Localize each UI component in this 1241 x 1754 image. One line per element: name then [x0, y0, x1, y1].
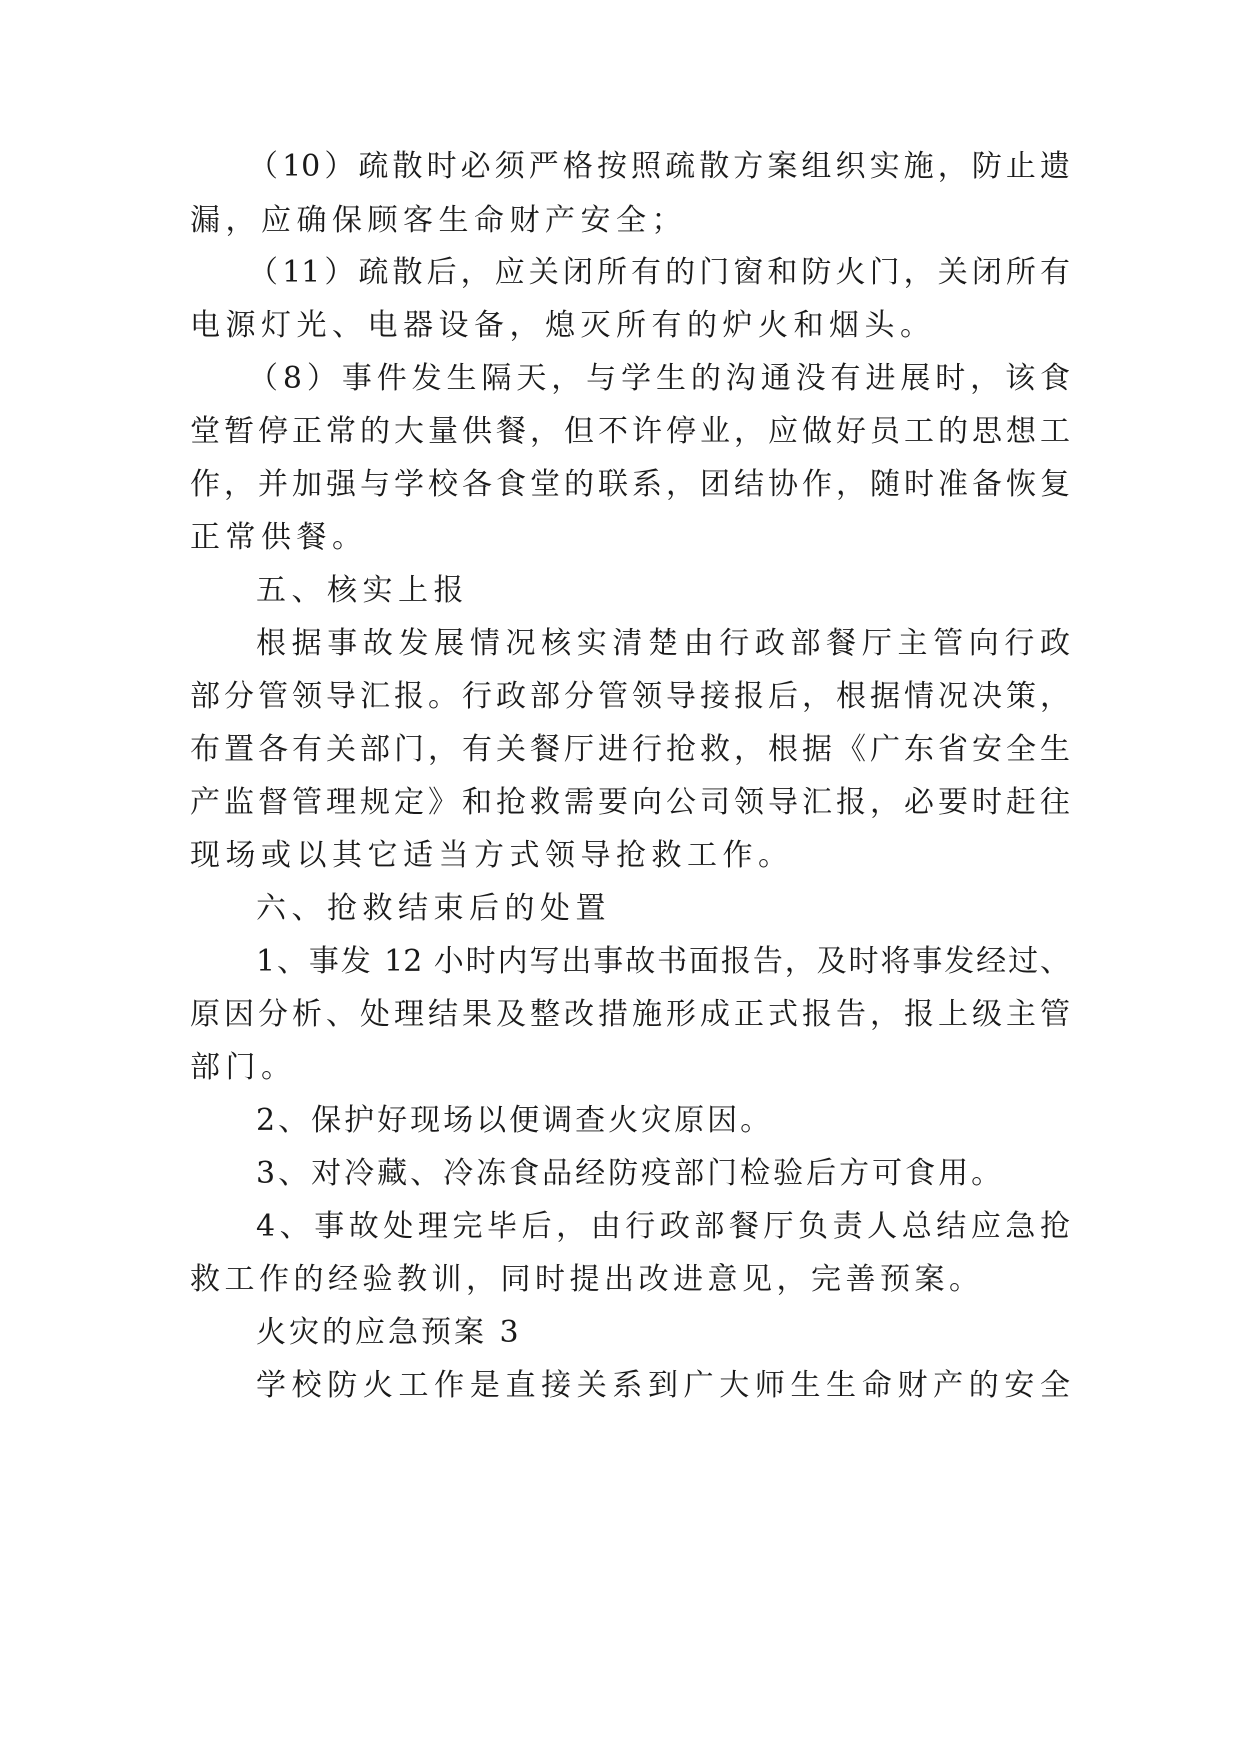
text-line: 1、事发 12 小时内写出事故书面报告，及时将事发经过、	[256, 944, 1070, 979]
text-line: 原因分析、处理结果及整改措施形成正式报告，报上级主管	[190, 997, 1070, 1032]
text-line: 电源灯光、电器设备，熄灭所有的炉火和烟头。	[190, 308, 936, 343]
text-line: 现场或以其它适当方式领导抢救工作。	[190, 838, 794, 873]
text-line: （10）疏散时必须严格按照疏散方案组织实施，防止遗	[248, 149, 1070, 184]
text-line: 4、事故处理完毕后，由行政部餐厅负责人总结应急抢	[256, 1209, 1070, 1244]
text-line: 部分管领导汇报。行政部分管领导接报后，根据情况决策，	[190, 679, 1070, 714]
text-line: 根据事故发展情况核实清楚由行政部餐厅主管向行政	[256, 626, 1070, 661]
text-line: 2、保护好现场以便调查火灾原因。	[256, 1103, 774, 1138]
text-line: （11）疏散后，应关闭所有的门窗和防火门，关闭所有	[248, 255, 1070, 290]
text-line: 堂暂停正常的大量供餐，但不许停业，应做好员工的思想工	[190, 414, 1070, 449]
text-line: 布置各有关部门，有关餐厅进行抢救，根据《广东省安全生	[190, 732, 1070, 767]
section-heading: 六、抢救结束后的处置	[256, 891, 611, 926]
text-line: 产监督管理规定》和抢救需要向公司领导汇报，必要时赶往	[190, 785, 1070, 820]
text-line: 漏，应确保顾客生命财产安全；	[190, 203, 687, 238]
section-heading: 火灾的应急预案 3	[256, 1315, 522, 1350]
text-line: 3、对冷藏、冷冻食品经防疫部门检验后方可食用。	[256, 1156, 1005, 1191]
text-line: 学校防火工作是直接关系到广大师生生命财产的安全	[256, 1368, 1070, 1403]
text-line: 部门。	[190, 1050, 297, 1085]
section-heading: 五、核实上报	[256, 573, 469, 608]
text-line: 正常供餐。	[190, 520, 368, 555]
text-line: （8）事件发生隔天，与学生的沟通没有进展时，该食	[248, 361, 1070, 396]
text-line: 作，并加强与学校各食堂的联系，团结协作，随时准备恢复	[190, 467, 1070, 502]
text-line: 救工作的经验教训，同时提出改进意见，完善预案。	[190, 1262, 984, 1297]
